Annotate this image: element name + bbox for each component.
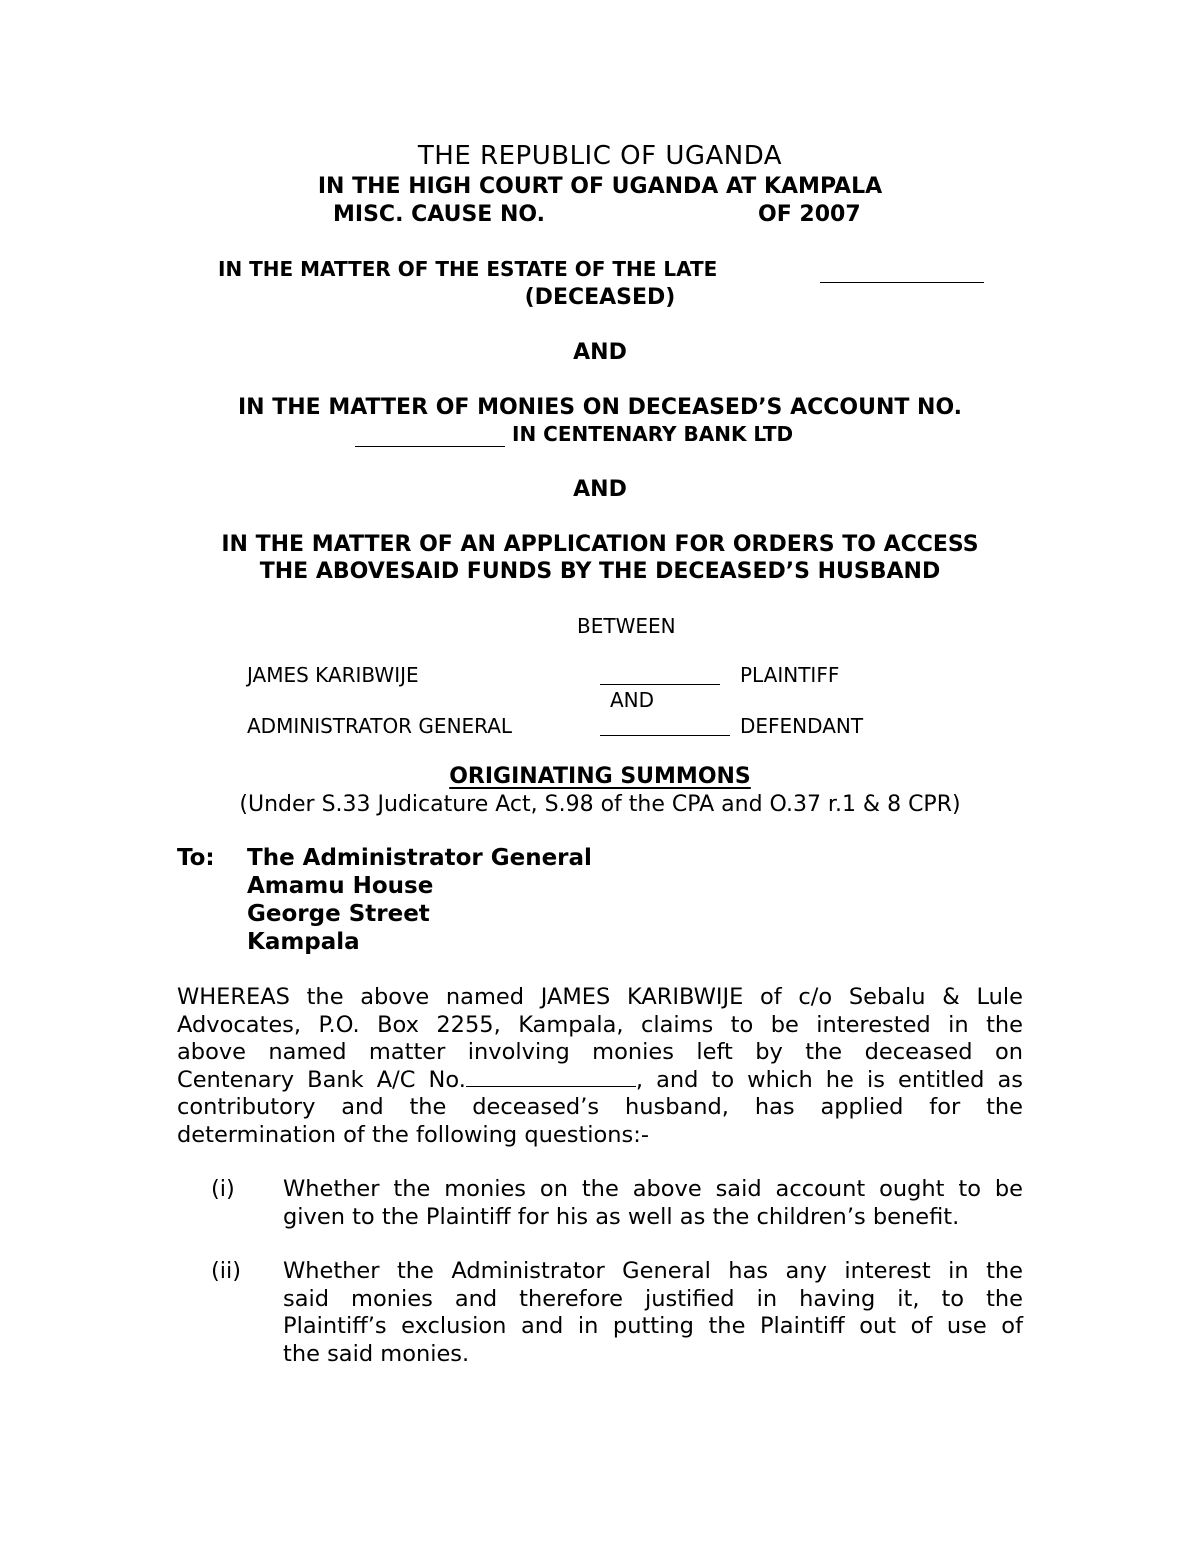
paragraph-line: Advocates, P.O. Box 2255, Kampala, claims to be interested in the — [177, 1011, 1023, 1038]
estate-matter-line: IN THE MATTER OF THE ESTATE OF THE LATE — [218, 257, 718, 281]
misc-cause-label: MISC. CAUSE NO. — [333, 202, 545, 227]
account-number-blank-inline — [466, 1068, 636, 1087]
question-line: said monies and therefore justified in having it, to the — [283, 1285, 1023, 1312]
addressee-line: George Street — [247, 901, 430, 927]
entitled-text: , and to which he is entitled as — [635, 1066, 1023, 1093]
defendant-name: ADMINISTRATOR GENERAL — [247, 714, 513, 738]
question-line: given to the Plaintiff for his as well as the children’s benefit. — [283, 1203, 960, 1230]
plaintiff-rule — [600, 684, 720, 685]
paragraph-line: determination of the following questions:- — [177, 1121, 649, 1148]
account-number-blank — [355, 446, 505, 447]
summons-title: ORIGINATING SUMMONS — [449, 764, 751, 789]
and-separator-2: AND — [573, 477, 627, 502]
whereas-paragraph — [177, 984, 1023, 1149]
paragraph-line: above named matter involving monies left by the deceased on — [177, 1039, 1023, 1065]
question-number: (i) — [211, 1176, 235, 1202]
question-line: Whether the Administrator General has any interest in the — [283, 1258, 1023, 1284]
court-heading: IN THE HIGH COURT OF UGANDA AT KAMPALA — [317, 174, 883, 199]
question-line: Plaintiff’s exclusion and in putting the Plaintiff out of use of — [283, 1313, 1023, 1339]
to-label: To: — [177, 845, 215, 871]
paragraph-line: contributory and the deceased’s husband, has applied for the — [177, 1094, 1023, 1120]
addressee-line: The Administrator General — [247, 845, 592, 871]
bank-line: IN CENTENARY BANK LTD — [512, 422, 794, 446]
question-line: Whether the monies on the above said account ought to be — [283, 1176, 1023, 1202]
and-separator-1: AND — [573, 340, 627, 365]
monies-matter-line: IN THE MATTER OF MONIES ON DECEASED’S ACCOUNT NO. — [237, 395, 963, 420]
estate-name-blank — [820, 282, 984, 283]
plaintiff-name: JAMES KARIBWIJE — [247, 663, 419, 687]
summons-authority: (Under S.33 Judicature Act, S.98 of the CPA and O.37 r.1 & 8 CPR) — [239, 792, 961, 817]
account-text: Centenary Bank A/C No. — [177, 1066, 466, 1093]
defendant-role: DEFENDANT — [740, 714, 864, 738]
republic-heading: THE REPUBLIC OF UGANDA — [417, 141, 783, 171]
parties-and: AND — [610, 688, 655, 712]
paragraph-line-account — [177, 1067, 1023, 1095]
plaintiff-role: PLAINTIFF — [740, 663, 840, 687]
between-label: BETWEEN — [577, 614, 676, 638]
application-line-2: THE ABOVESAID FUNDS BY THE DECEASED’S HUSBAND — [259, 559, 941, 584]
question-number: (ii) — [211, 1258, 242, 1284]
defendant-rule — [600, 735, 730, 736]
misc-cause-year: OF 2007 — [758, 202, 861, 227]
addressee-line: Kampala — [247, 929, 360, 955]
addressee-line: Amamu House — [247, 873, 434, 899]
question-line: the said monies. — [283, 1340, 470, 1367]
deceased-label: (DECEASED) — [524, 285, 676, 310]
application-line-1: IN THE MATTER OF AN APPLICATION FOR ORDERS TO ACCESS — [221, 532, 979, 557]
paragraph-line: WHEREAS the above named JAMES KARIBWIJE of c/o Sebalu & Lule — [177, 984, 1023, 1010]
